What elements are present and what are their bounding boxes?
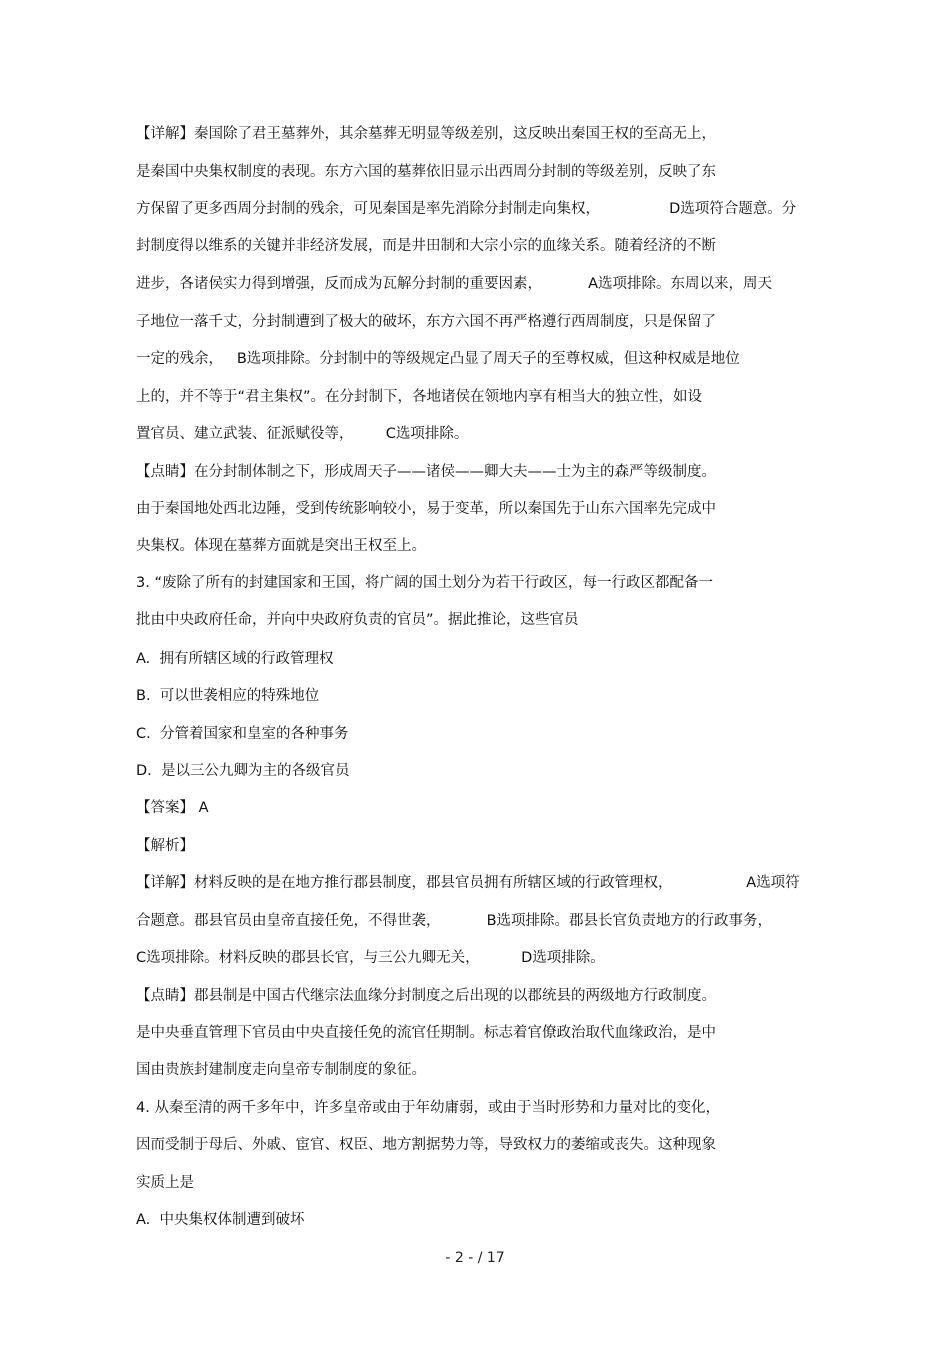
text-line: 子地位一落千丈，分封制遭到了极大的破坏，东方六国不再严格遵行西周制度，只是保留了 — [136, 314, 716, 330]
option-c: C. 分管着国家和皇室的各种事务 — [136, 726, 349, 742]
question-3-stem: 3. “废除了所有的封建国家和王国，将广阔的国土划分为若干行政区，每一行政区都配备一 — [136, 575, 713, 591]
text-line: 方保留了更多西周分封制的残余，可见秦国是率先消除分封制走向集权， D选项符合题意。分 — [136, 201, 797, 217]
text-line: 上的，并不等于“君主集权”。在分封制下，各地诸侯在领地内享有相当大的独立性，如设 — [136, 389, 703, 405]
question-4-stem: 因而受制于母后、外戚、宦官、权臣、地方割据势力等，导致权力的萎缩或丧失。这种现象 — [136, 1137, 716, 1153]
option-a: A. 中央集权体制遭到破坏 — [136, 1212, 305, 1228]
analysis-heading: 【解析】 — [136, 838, 194, 854]
answer-line: 【答案】 A — [136, 800, 209, 816]
text-line: 【详解】秦国除了君王墓葬外，其余墓葬无明显等级差别，这反映出秦国王权的至高无上， — [136, 126, 716, 142]
text-line: 封制度得以维系的关键并非经济发展，而是井田制和大宗小宗的血缘关系。随着经济的不断 — [136, 238, 716, 254]
text-line: 【点睛】郡县制是中国古代继宗法血缘分封制度之后出现的以郡统县的两级地方行政制度。 — [136, 988, 716, 1004]
text-line: 一定的残余， B选项排除。分封制中的等级规定凸显了周天子的至尊权威，但这种权威是地位 — [136, 351, 740, 367]
text-line: 进步，各诸侯实力得到增强，反而成为瓦解分封制的重要因素， A选项排除。东周以来，周天 — [136, 276, 773, 292]
option-a: A. 拥有所辖区域的行政管理权 — [136, 651, 334, 667]
text-line: 合题意。郡县官员由皇帝直接任免，不得世袭， B选项排除。郡县长官负责地方的行政事务， — [136, 913, 773, 929]
text-line: 是中央垂直管理下官员由中央直接任免的流官任期制。标志着官僚政治取代血缘政治，是中 — [136, 1025, 716, 1041]
text-line: C选项排除。材料反映的郡县长官，与三公九卿无关， D选项排除。 — [136, 950, 605, 966]
text-line: 【点睛】在分封制体制之下，形成周天子——诸侯——卿大夫——士为主的森严等级制度。 — [136, 464, 716, 480]
text-line: 国由贵族封建制度走向皇帝专制制度的象征。 — [136, 1062, 426, 1078]
text-line: 央集权。体现在墓葬方面就是突出王权至上。 — [136, 538, 426, 554]
text-line: 由于秦国地处西北边陲，受到传统影响较小，易于变革，所以秦国先于山东六国率先完成中 — [136, 501, 716, 517]
question-3-stem: 批由中央政府任命，并向中央政府负责的官员”。据此推论，这些官员 — [136, 612, 579, 628]
question-4-stem: 4. 从秦至清的两千多年中，许多皇帝或由于年幼庸弱，或由于当时形势和力量对比的变化， — [136, 1100, 720, 1116]
option-d: D. 是以三公九卿为主的各级官员 — [136, 763, 350, 779]
text-line: 【详解】材料反映的是在地方推行郡县制度，郡县官员拥有所辖区域的行政管理权， A选项符 — [136, 875, 800, 891]
page-number: - 2 - / 17 — [445, 1250, 505, 1266]
text-line: 是秦国中央集权制度的表现。东方六国的墓葬依旧显示出西周分封制的等级差别，反映了东 — [136, 164, 716, 180]
option-b: B. 可以世袭相应的特殊地位 — [136, 688, 320, 704]
text-line: 置官员、建立武装、征派赋役等， C选项排除。 — [136, 426, 469, 442]
question-4-stem: 实质上是 — [136, 1175, 194, 1191]
